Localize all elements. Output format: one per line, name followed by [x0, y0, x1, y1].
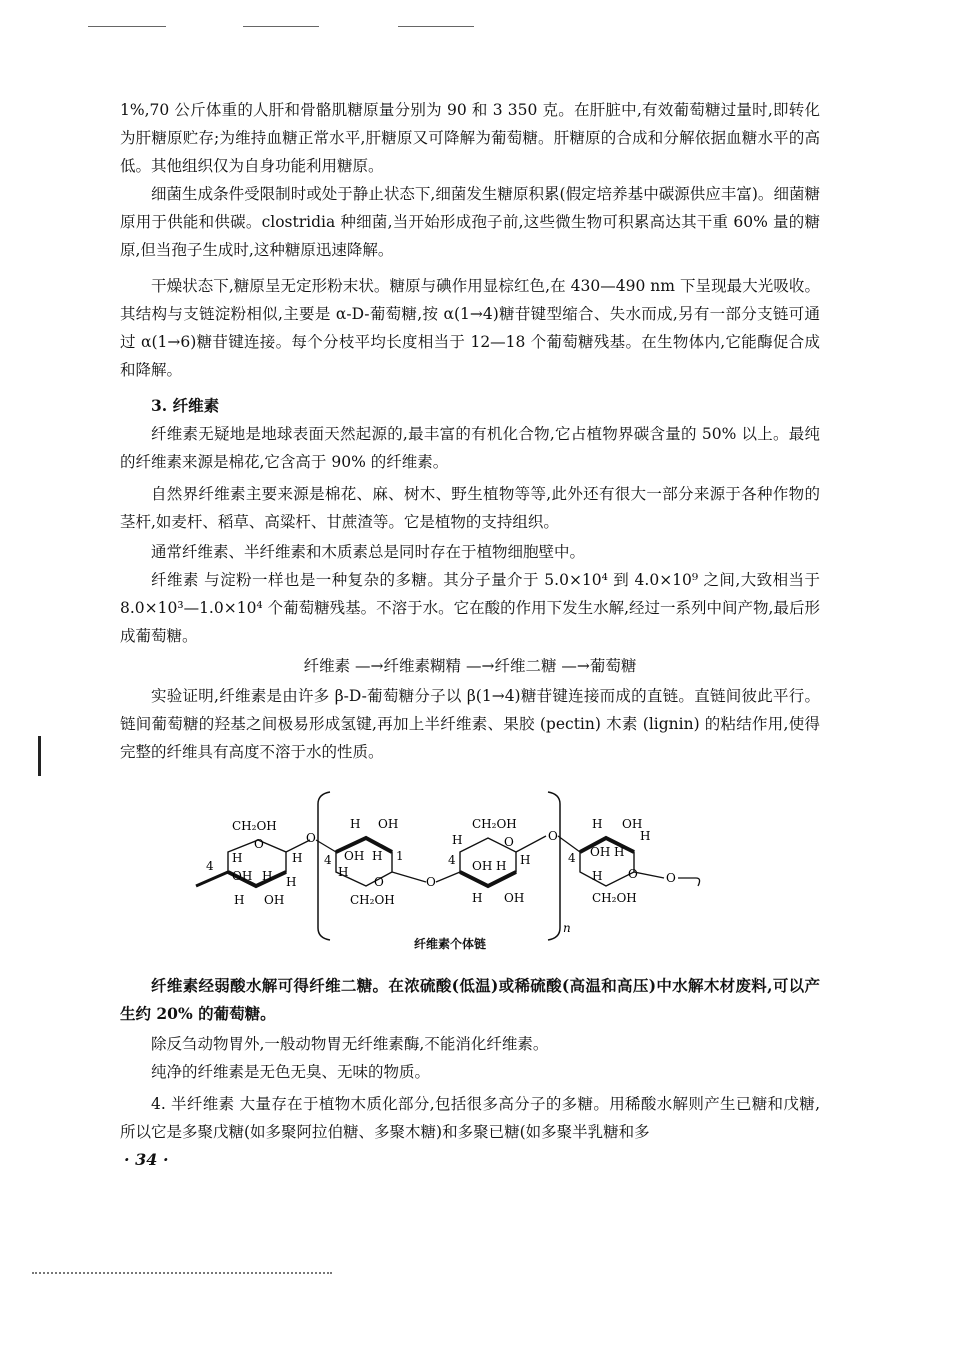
ring3-o: O [504, 835, 514, 849]
paragraph-hemicellulose: 4. 半纤维素 大量存在于植物木质化部分,包括很多高分子的多糖。用稀酸水解则产生已糖和戊糖,所以它是多聚戊糖(如多聚阿拉伯糖、多聚木糖)和多聚已糖(如多聚半乳糖和多 [120, 1095, 820, 1141]
paragraph-cellulose-abundance: 纤维素无疑地是地球表面天然起源的,最丰富的有机化合物,它占植物界碳含量的 50% 以上。最纯的纤维素来源是棉花,它含高于 90% 的纤维素。 [120, 425, 820, 471]
ring1-h2: H [262, 869, 273, 883]
ring3-h4: H [520, 853, 531, 867]
ring1-oh2: OH [264, 893, 285, 907]
ring1-h4: H [292, 851, 303, 865]
ring2-c4: 4 [324, 853, 332, 867]
ring1-c4: 4 [206, 859, 214, 873]
ring1-h3: H [234, 893, 245, 907]
paragraph-ruminant: 除反刍动物胃外,一般动物胃无纤维素酶,不能消化纤维素。 [151, 1035, 549, 1053]
paragraph-cellulose-chain: 实验证明,纤维素是由许多 β-D-葡萄糖分子以 β(1→4)糖苷键连接而成的直链。直链间彼此平行。链间葡萄糖的羟基之间极易形成氢键,再加上半纤维素、果胶 (pectin) 木素 (lignin) 的粘结作用,使得完整的纤维具有高度不溶于水的性质。 [120, 687, 820, 761]
ring2-h3: H [338, 865, 349, 879]
cellulose-chain-figure [0, 790, 953, 950]
link-o-1: O [306, 831, 316, 845]
link-o-2: O [426, 875, 436, 889]
figure-caption: 纤维素个体链 [413, 937, 486, 951]
paragraph-cellulose-structure: 纤维素 与淀粉一样也是一种复杂的多糖。其分子量介于 5.0×10⁴ 到 4.0×10⁹ 之间,大致相当于 8.0×10³—1.0×10⁴ 个葡萄糖残基。不溶于水。它在酸的作用下发生水解,经过一系列中间产物,最后形成葡萄糖。 [120, 571, 820, 645]
footer-dotted-line [32, 1272, 332, 1274]
ring2-h: H [350, 817, 361, 831]
paragraph-glycogen-liver: 1%,70 公斤体重的人肝和骨骼肌糖原量分别为 90 和 3 350 克。在肝脏中,有效葡萄糖过量时,即转化为肝糖原贮存;为维持血糖正常水平,肝糖原又可降解为葡萄糖。肝糖原的合成和分解依据血糖水平的高低。其他组织仅为自身功能利用糖原。 [120, 101, 820, 175]
ring4-ch2oh: CH₂OH [592, 891, 637, 905]
ring4-c4: 4 [568, 851, 576, 865]
ring3-h2: H [496, 859, 507, 873]
paragraph-glycogen-properties: 干燥状态下,糖原呈无定形粉末状。糖原与碘作用显棕红色,在 430—490 nm 下呈现最大光吸收。其结构与支链淀粉相似,主要是 α-D-葡萄糖,按 α(1→4)糖苷键型缩合、失水而成,另有一部分支链可通过 α(1→6)糖苷键连接。每个分枝平均长度相当于 12—18 个葡萄糖残基。在生物体内,它能酶促合成和降解。 [120, 277, 820, 379]
ring1-o: O [254, 837, 264, 851]
ring2-oh2: OH [344, 849, 365, 863]
ring3-c4: 4 [448, 853, 456, 867]
ring4-h3: H [640, 829, 651, 843]
page-number: · 34 · [124, 1150, 169, 1169]
ring4-h: H [592, 817, 603, 831]
ring4-oh2: OH [590, 845, 611, 859]
link-o-3: O [548, 829, 558, 843]
section-heading-cellulose: 3. 纤维素 [151, 396, 220, 415]
ring1-h5: H [286, 875, 297, 889]
subscript-n: n [563, 921, 571, 935]
ring2-c1: 1 [396, 849, 404, 863]
header-rule-2 [243, 26, 319, 27]
link-o-4: O [666, 871, 676, 885]
ring4-o: O [628, 867, 638, 881]
ring3-oh: OH [472, 859, 493, 873]
right-bracket [548, 792, 560, 940]
margin-mark [38, 736, 41, 776]
ring3-h1: H [452, 833, 463, 847]
header-rule-3 [398, 26, 474, 27]
ring1-ch2oh: CH₂OH [232, 819, 277, 833]
ring2-ch2oh: CH₂OH [350, 893, 395, 907]
ring2-h2: H [372, 849, 383, 863]
ring4-oh: OH [622, 817, 643, 831]
ring4-h4: H [592, 869, 603, 883]
ring3-ch2oh: CH₂OH [472, 817, 517, 831]
ring1-h1: H [232, 851, 243, 865]
hydrolysis-scheme: 纤维素 —→纤维素糊精 —→纤维二糖 —→葡萄糖 [303, 657, 637, 675]
ring4-h2: H [614, 845, 625, 859]
ring2-oh: OH [378, 817, 399, 831]
ring3-oh2: OH [504, 891, 525, 905]
ring2-o: O [374, 875, 384, 889]
paragraph-cell-wall: 通常纤维素、半纤维素和木质素总是同时存在于植物细胞壁中。 [151, 543, 586, 561]
ring1-oh: OH [232, 869, 253, 883]
header-rule-1 [88, 26, 166, 27]
paragraph-pure-cellulose: 纯净的纤维素是无色无臭、无味的物质。 [151, 1063, 431, 1081]
paragraph-cellulose-sources: 自然界纤维素主要来源是棉花、麻、树木、野生植物等等,此外还有很大一部分来源于各种作物的茎杆,如麦杆、稻草、高粱杆、甘蔗渣等。它是植物的支持组织。 [120, 485, 820, 531]
paragraph-bacterial-glycogen: 细菌生成条件受限制时或处于静止状态下,细菌发生糖原积累(假定培养基中碳源供应丰富)。细菌糖原用于供能和供碳。clostridia 种细菌,当开始形成孢子前,这些微生物可积累高达其干重 60% 量的糖原,但当孢子生成时,这种糖原迅速降解。 [120, 185, 820, 259]
paragraph-cellobiose: 纤维素经弱酸水解可得纤维二糖。在浓硫酸(低温)或稀硫酸(高温和高压)中水解木材废料,可以产生约 20% 的葡萄糖。 [120, 976, 820, 1023]
ring3-h3: H [472, 891, 483, 905]
